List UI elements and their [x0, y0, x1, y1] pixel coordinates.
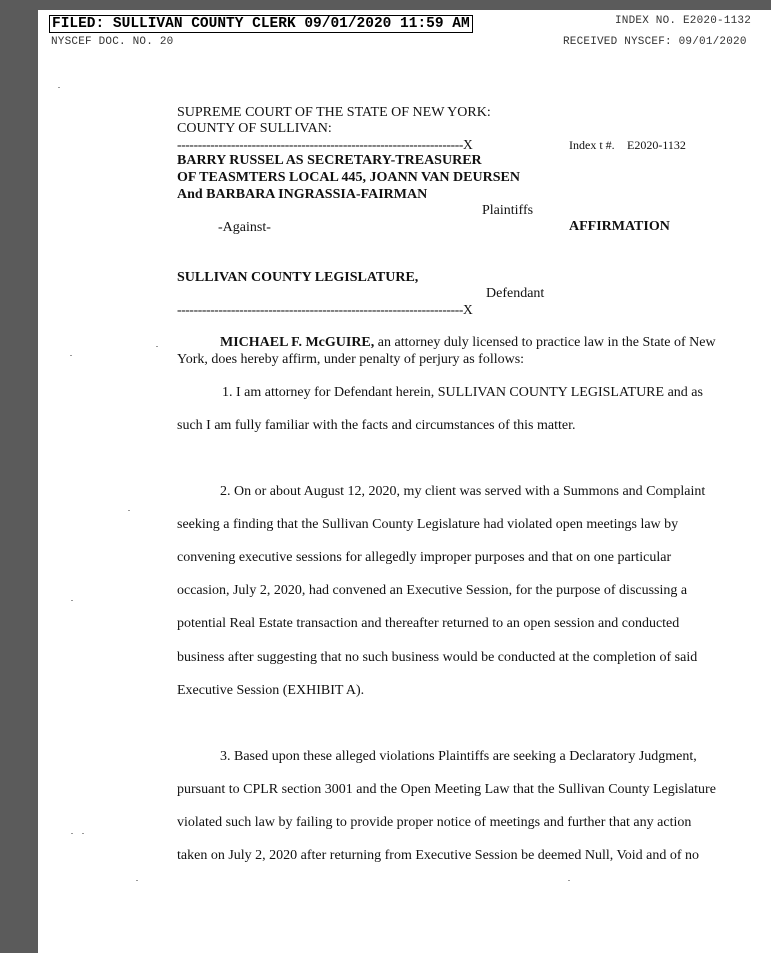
defendant-role: Defendant [486, 286, 545, 301]
plaintiffs-line-2: OF TEASMTERS LOCAL 445, JOANN VAN DEURSEN [177, 170, 520, 185]
doc-number: NYSCEF DOC. NO. 20 [51, 36, 174, 48]
paragraph-3-line-4: taken on July 2, 2020 after returning from Executive Session be deemed Null, Void and of no [177, 848, 700, 863]
paragraph-2-line-3: convening executive sessions for allegedly improper purposes and that on one particular [177, 550, 672, 565]
against-label: -Against- [218, 220, 271, 235]
plaintiffs-role: Plaintiffs [482, 203, 534, 218]
caption-divider-bottom: ---------------------------------------------------------------------X [177, 302, 473, 317]
paragraph-2-line-4: occasion, July 2, 2020, had convened an Executive Session, for the purpose of discussing a [177, 583, 688, 598]
index-value: E2020-1132 [627, 138, 686, 152]
index-number: INDEX NO. E2020-1132 [615, 15, 752, 27]
received-date: RECEIVED NYSCEF: 09/01/2020 [563, 36, 747, 48]
intro-line-2: York, does hereby affirm, under penalty of perjury as follows: [177, 352, 525, 367]
intro-line-1 [220, 335, 716, 351]
defendant-name: SULLIVAN COUNTY LEGISLATURE, [177, 270, 419, 285]
document-type: AFFIRMATION [569, 219, 670, 234]
affirmant-name: MICHAEL F. McGUIRE, [220, 335, 375, 350]
court-county: COUNTY OF SULLIVAN: [177, 121, 332, 136]
paragraph-3-line-2: pursuant to CPLR section 3001 and the Open Meeting Law that the Sullivan County Legislature [177, 782, 716, 797]
caption-divider-top: ---------------------------------------------------------------------X [177, 137, 473, 152]
paragraph-1-line-2: such I am fully familiar with the facts and circumstances of this matter. [177, 418, 576, 433]
paragraph-1-line-1: 1. I am attorney for Defendant herein, SULLIVAN COUNTY LEGISLATURE and as [222, 385, 703, 400]
intro-line-1-text: an attorney duly licensed to practice law in the State of New [374, 335, 716, 350]
paragraph-2-line-5: potential Real Estate transaction and thereafter returned to an open session and conducted [177, 616, 680, 631]
plaintiffs-line-1: BARRY RUSSEL AS SECRETARY-TREASURER [177, 153, 482, 168]
paragraph-3-line-1: 3. Based upon these alleged violations Plaintiffs are seeking a Declaratory Judgment, [220, 749, 697, 764]
paragraph-2-line-7: Executive Session (EXHIBIT A). [177, 683, 365, 698]
paragraph-2-line-2: seeking a finding that the Sullivan County Legislature had violated open meetings law by [177, 517, 679, 532]
document-page [38, 10, 771, 953]
court-name: SUPREME COURT OF THE STATE OF NEW YORK: [177, 105, 491, 120]
index-label: Index t #. [569, 138, 615, 152]
paragraph-3-line-3: violated such law by failing to provide proper notice of meetings and further that any action [177, 815, 692, 830]
paragraph-2-line-6: business after suggesting that no such business would be conducted at the completion of said [177, 650, 698, 665]
filed-stamp: FILED: SULLIVAN COUNTY CLERK 09/01/2020 11:59 AM [49, 15, 473, 33]
plaintiffs-line-3: And BARBARA INGRASSIA-FAIRMAN [177, 187, 428, 202]
paragraph-2-line-1: 2. On or about August 12, 2020, my client was served with a Summons and Complaint [220, 484, 706, 499]
